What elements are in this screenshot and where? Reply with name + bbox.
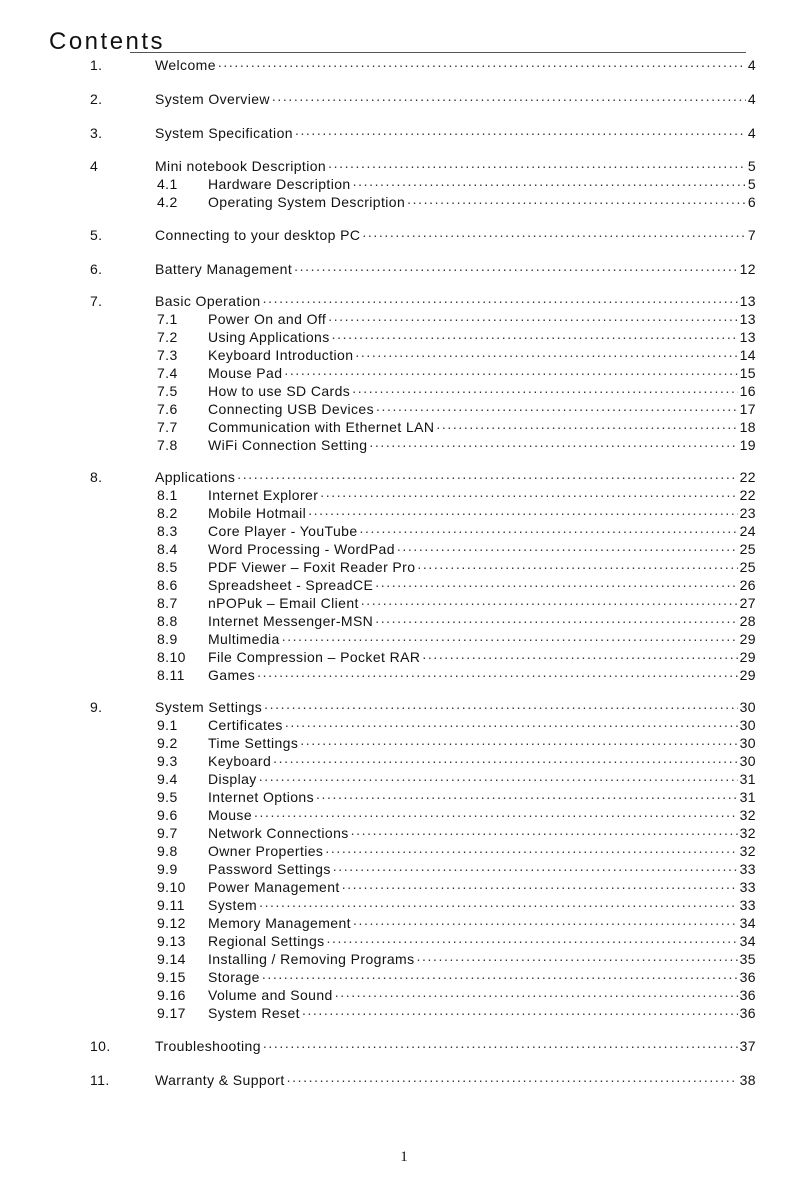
toc-entry-label: Welcome xyxy=(155,57,216,73)
toc-entry-page: 33 xyxy=(739,861,756,877)
toc-entry[interactable] xyxy=(0,193,808,211)
toc-entry-label: Mouse Pad xyxy=(208,365,283,381)
toc-entry-label: Power Management xyxy=(208,879,340,895)
toc-entry-number: 9.16 xyxy=(157,987,186,1003)
toc-entry-page: 24 xyxy=(739,523,756,539)
toc-entry-label: Owner Properties xyxy=(208,843,324,859)
toc-entry-number: 9. xyxy=(90,699,103,715)
toc-entry-number: 8.4 xyxy=(157,541,178,557)
toc-entry-page: 13 xyxy=(739,329,756,345)
dot-leader xyxy=(422,645,737,663)
toc-entry-page: 6 xyxy=(747,194,756,210)
toc-entry-label: Warranty & Support xyxy=(155,1072,285,1088)
dot-leader xyxy=(254,803,738,821)
toc-entry-number: 8.11 xyxy=(157,667,185,683)
toc-entry-leader-row xyxy=(208,1004,756,1022)
toc-entry-page: 7 xyxy=(747,227,756,243)
dot-leader xyxy=(375,609,737,627)
page-number: 1 xyxy=(400,1149,408,1165)
toc-entry[interactable] xyxy=(0,226,808,244)
toc-entry-leader-row xyxy=(208,666,756,684)
toc-entry-page: 35 xyxy=(739,951,756,967)
dot-leader xyxy=(259,893,738,911)
toc-entry-label: Battery Management xyxy=(155,261,293,277)
toc-entry[interactable] xyxy=(0,90,808,108)
toc-entry-number: 7.6 xyxy=(157,401,178,417)
toc-entry-page: 30 xyxy=(739,735,756,751)
toc-entry-label: Memory Management xyxy=(208,915,351,931)
toc-entry-label: Internet Messenger-MSN xyxy=(208,613,374,629)
dot-leader xyxy=(237,465,737,483)
toc-entry-number: 9.14 xyxy=(157,951,186,967)
toc-entry-page: 34 xyxy=(739,933,756,949)
toc-entry-page: 22 xyxy=(739,469,756,485)
toc-entry-number: 7. xyxy=(90,293,103,309)
toc-entry-number: 8.10 xyxy=(157,649,186,665)
toc-entry-page: 27 xyxy=(739,595,756,611)
dot-leader xyxy=(335,983,738,1001)
toc-entry-label: Storage xyxy=(208,969,260,985)
toc-entry-page: 32 xyxy=(739,825,756,841)
toc-entry-label: System Settings xyxy=(155,699,263,715)
dot-leader xyxy=(328,154,746,172)
toc-entry-label: WiFi Connection Setting xyxy=(208,437,368,453)
toc-entry-label: Keyboard Introduction xyxy=(208,347,354,363)
toc-entry-label: How to use SD Cards xyxy=(208,383,351,399)
toc-entry-number: 9.1 xyxy=(157,717,178,733)
toc-entry-page: 28 xyxy=(739,613,756,629)
toc-entry-label: Games xyxy=(208,667,256,683)
dot-leader xyxy=(325,839,737,857)
toc-entry-number: 4.2 xyxy=(157,194,178,210)
toc-entry-number: 7.2 xyxy=(157,329,178,345)
dot-leader xyxy=(436,415,737,433)
toc-entry-page: 36 xyxy=(739,969,756,985)
toc-entry-label: Core Player - YouTube xyxy=(208,523,358,539)
toc-entry-label: Troubleshooting xyxy=(155,1038,261,1054)
toc-entry-label: Multimedia xyxy=(208,631,280,647)
toc-entry-page: 14 xyxy=(739,347,756,363)
dot-leader xyxy=(342,875,738,893)
toc-entry-number: 9.9 xyxy=(157,861,178,877)
toc-entry-label: Connecting to your desktop PC xyxy=(155,227,361,243)
page-title: Contents xyxy=(49,28,166,56)
toc-entry-page: 5 xyxy=(747,158,756,174)
toc-entry-number: 8.7 xyxy=(157,595,178,611)
toc-entry-page: 38 xyxy=(739,1072,756,1088)
dot-leader xyxy=(272,87,746,105)
toc-entry-page: 30 xyxy=(739,699,756,715)
toc-entry-number: 7.3 xyxy=(157,347,178,363)
toc-entry-number: 1. xyxy=(90,57,103,73)
toc-entry-label: Display xyxy=(208,771,257,787)
toc-entry-label: Installing / Removing Programs xyxy=(208,951,415,967)
toc-entry-number: 9.12 xyxy=(157,915,186,931)
toc-entry-page: 4 xyxy=(747,57,756,73)
toc-entry-page: 31 xyxy=(739,771,756,787)
dot-leader xyxy=(287,1068,738,1086)
toc-entry-label: Keyboard xyxy=(208,753,272,769)
toc-entry[interactable] xyxy=(0,1071,808,1089)
toc-entry-number: 8.2 xyxy=(157,505,178,521)
toc-entry-label: Communication with Ethernet LAN xyxy=(208,419,435,435)
toc-entry-page: 30 xyxy=(739,753,756,769)
dot-leader xyxy=(352,379,737,397)
toc-entry-number: 9.11 xyxy=(157,897,185,913)
toc-entry-page: 36 xyxy=(739,987,756,1003)
dot-leader xyxy=(285,713,738,731)
toc-entry-label: File Compression – Pocket RAR xyxy=(208,649,421,665)
toc-entry-number: 4 xyxy=(90,158,99,174)
dot-leader xyxy=(360,519,738,537)
toc-entry-page: 16 xyxy=(739,383,756,399)
toc-entry-label: Basic Operation xyxy=(155,293,261,309)
toc-entry-number: 8.5 xyxy=(157,559,178,575)
dot-leader xyxy=(218,53,746,71)
toc-entry-number: 6. xyxy=(90,261,103,277)
toc-entry-label: Certificates xyxy=(208,717,283,733)
toc-entry-leader-row xyxy=(155,226,756,244)
toc-entry-label: Network Connections xyxy=(208,825,349,841)
toc-entry[interactable] xyxy=(0,436,808,454)
toc-entry-label: Using Applications xyxy=(208,329,330,345)
dot-leader xyxy=(397,537,738,555)
toc-entry-number: 5. xyxy=(90,227,103,243)
toc-entry-number: 8. xyxy=(90,469,103,485)
toc-entry[interactable] xyxy=(0,666,808,684)
dot-leader xyxy=(320,483,737,501)
toc-entry-number: 7.4 xyxy=(157,365,178,381)
dot-leader xyxy=(282,627,738,645)
toc-entry-number: 11. xyxy=(90,1072,110,1088)
toc-entry-page: 15 xyxy=(739,365,756,381)
toc-entry-page: 29 xyxy=(739,667,756,683)
toc-entry-number: 8.6 xyxy=(157,577,178,593)
toc-entry-number: 9.10 xyxy=(157,879,186,895)
dot-leader xyxy=(284,361,737,379)
toc-entry[interactable] xyxy=(0,260,808,278)
toc-entry-number: 9.8 xyxy=(157,843,178,859)
toc-entry-number: 9.4 xyxy=(157,771,178,787)
toc-entry-label: Volume and Sound xyxy=(208,987,333,1003)
dot-leader xyxy=(417,555,737,573)
toc-entry[interactable] xyxy=(0,1037,808,1055)
dot-leader xyxy=(328,307,737,325)
toc-entry-page: 36 xyxy=(739,1005,756,1021)
dot-leader xyxy=(294,257,737,275)
dot-leader xyxy=(362,223,745,241)
toc-entry-page: 13 xyxy=(739,293,756,309)
dot-leader xyxy=(263,1034,738,1052)
toc-entry-leader-row xyxy=(155,260,756,278)
dot-leader xyxy=(353,911,738,929)
toc-entry-number: 4.1 xyxy=(157,176,178,192)
dot-leader xyxy=(332,325,738,343)
toc-entry-label: Regional Settings xyxy=(208,933,325,949)
toc-entry-label: Internet Options xyxy=(208,789,315,805)
toc-entry-number: 9.2 xyxy=(157,735,178,751)
toc-entry-number: 9.15 xyxy=(157,969,186,985)
toc-entry-number: 9.13 xyxy=(157,933,186,949)
toc-entry-label: Password Settings xyxy=(208,861,331,877)
toc-entry-label: System Specification xyxy=(155,125,293,141)
toc-entry-label: PDF Viewer – Foxit Reader Pro xyxy=(208,559,416,575)
dot-leader xyxy=(369,433,737,451)
toc-entry-label: System Overview xyxy=(155,91,270,107)
dot-leader xyxy=(361,591,738,609)
dot-leader xyxy=(302,1001,738,1019)
toc-entry-page: 33 xyxy=(739,879,756,895)
toc-entry-number: 8.1 xyxy=(157,487,178,503)
toc-entry[interactable] xyxy=(0,1004,808,1022)
toc-entry-label: System Reset xyxy=(208,1005,300,1021)
dot-leader xyxy=(262,965,738,983)
toc-entry-page: 19 xyxy=(739,437,756,453)
toc-entry-page: 29 xyxy=(739,631,756,647)
toc-entry-page: 32 xyxy=(739,843,756,859)
dot-leader xyxy=(257,663,738,681)
toc-entry-page: 4 xyxy=(747,91,756,107)
toc-entry-leader-row xyxy=(155,1071,756,1089)
dot-leader xyxy=(259,767,738,785)
dot-leader xyxy=(300,731,737,749)
toc-entry-number: 10. xyxy=(90,1038,111,1054)
toc-entry-number: 9.7 xyxy=(157,825,178,841)
toc-entry-leader-row xyxy=(155,90,756,108)
toc-entry-page: 22 xyxy=(739,487,756,503)
toc-entry-label: Spreadsheet - SpreadCE xyxy=(208,577,374,593)
toc-entry-page: 29 xyxy=(739,649,756,665)
toc-entry-leader-row xyxy=(155,1037,756,1055)
toc-entry-number: 7.8 xyxy=(157,437,178,453)
toc-entry-number: 9.6 xyxy=(157,807,178,823)
toc-entry-page: 13 xyxy=(739,311,756,327)
toc-entry-page: 12 xyxy=(739,261,756,277)
toc-entry-label: Time Settings xyxy=(208,735,299,751)
toc-entry-page: 31 xyxy=(739,789,756,805)
toc-entry-number: 8.9 xyxy=(157,631,178,647)
dot-leader xyxy=(308,501,737,519)
toc-entry-label: Internet Explorer xyxy=(208,487,319,503)
toc-entry-leader-row xyxy=(155,124,756,142)
dot-leader xyxy=(295,121,746,139)
toc-entry-page: 32 xyxy=(739,807,756,823)
dot-leader xyxy=(316,785,738,803)
toc-entry-label: Operating System Description xyxy=(208,194,406,210)
toc-entry-page: 23 xyxy=(739,505,756,521)
toc-entry-page: 26 xyxy=(739,577,756,593)
toc-entry-number: 3. xyxy=(90,125,103,141)
toc-entry-page: 33 xyxy=(739,897,756,913)
dot-leader xyxy=(376,397,738,415)
toc-entry-number: 9.17 xyxy=(157,1005,186,1021)
toc-entry-page: 4 xyxy=(747,125,756,141)
dot-leader xyxy=(355,343,737,361)
toc-entry-number: 8.8 xyxy=(157,613,178,629)
toc-entry-label: Applications xyxy=(155,469,236,485)
toc-entry-page: 5 xyxy=(747,176,756,192)
toc-entry-page: 25 xyxy=(739,559,756,575)
toc-entry-number: 8.3 xyxy=(157,523,178,539)
toc-entry-label: Mobile Hotmail xyxy=(208,505,307,521)
dot-leader xyxy=(273,749,737,767)
toc-entry-leader-row xyxy=(208,193,756,211)
dot-leader xyxy=(264,695,737,713)
toc-entry[interactable] xyxy=(0,56,808,74)
toc-entry[interactable] xyxy=(0,124,808,142)
toc-entry-page: 34 xyxy=(739,915,756,931)
toc-entry-label: Connecting USB Devices xyxy=(208,401,374,417)
toc-entry-leader-row xyxy=(155,56,756,74)
dot-leader xyxy=(375,573,737,591)
toc-entry-leader-row xyxy=(208,436,756,454)
dot-leader xyxy=(417,947,738,965)
toc-entry-label: Mouse xyxy=(208,807,253,823)
toc-entry-label: Mini notebook Description xyxy=(155,158,327,174)
toc-entry-page: 17 xyxy=(739,401,756,417)
toc-entry-number: 9.5 xyxy=(157,789,178,805)
toc-entry-label: nPOPuk – Email Client xyxy=(208,595,359,611)
toc-entry-label: System xyxy=(208,897,258,913)
toc-entry-label: Word Processing - WordPad xyxy=(208,541,395,557)
toc-entry-number: 7.1 xyxy=(157,311,178,327)
toc-entry-page: 18 xyxy=(739,419,756,435)
dot-leader xyxy=(351,821,738,839)
dot-leader xyxy=(407,190,746,208)
toc-entry-number: 7.7 xyxy=(157,419,178,435)
dot-leader xyxy=(353,172,746,190)
toc-entry-number: 2. xyxy=(90,91,103,107)
toc-entry-label: Power On and Off xyxy=(208,311,327,327)
toc-entry-page: 30 xyxy=(739,717,756,733)
toc-entry-page: 25 xyxy=(739,541,756,557)
toc-entry-number: 9.3 xyxy=(157,753,178,769)
dot-leader xyxy=(263,289,738,307)
dot-leader xyxy=(327,929,738,947)
toc-entry-label: Hardware Description xyxy=(208,176,351,192)
dot-leader xyxy=(333,857,738,875)
toc-entry-number: 7.5 xyxy=(157,383,178,399)
toc-entry-page: 37 xyxy=(739,1038,756,1054)
